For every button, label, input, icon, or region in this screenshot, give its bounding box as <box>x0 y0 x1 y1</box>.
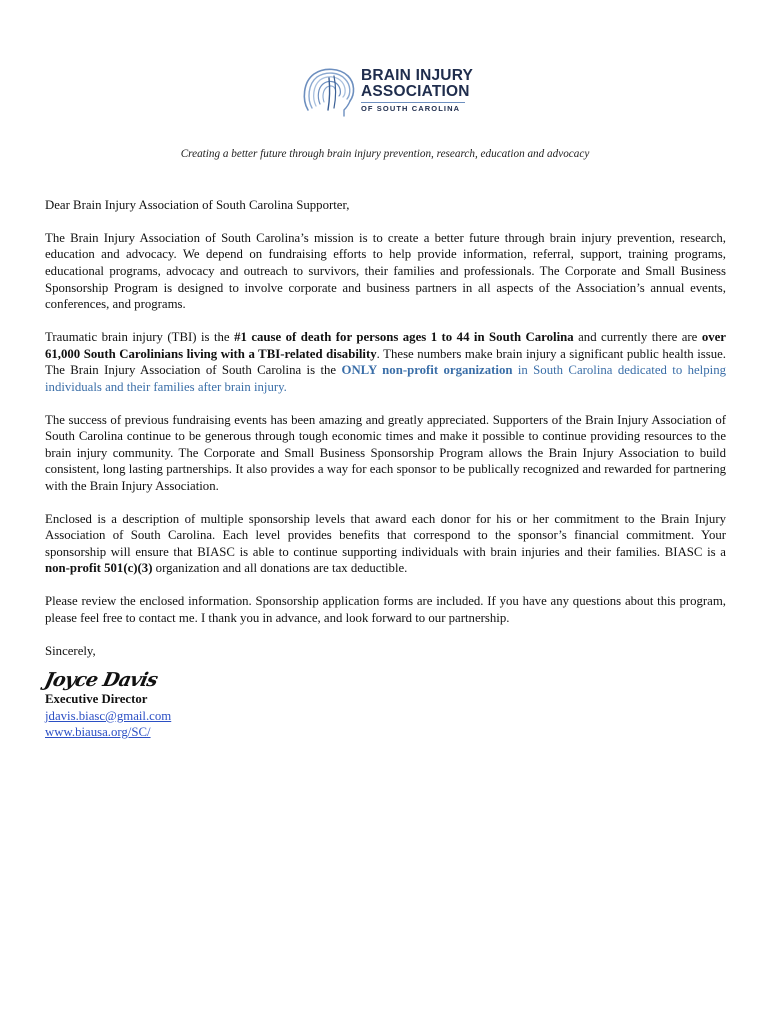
logo-text-brain-injury: BRAIN INJURY <box>361 67 474 84</box>
website-link[interactable]: www.biausa.org/SC/ <box>45 725 151 740</box>
logo-text-of-south-carolina: OF SOUTH CAROLINA <box>361 104 461 113</box>
p2-bold-cause-of-death: #1 cause of death for persons ages 1 to 44 in South Carolina <box>234 329 574 344</box>
signature-block <box>45 691 726 741</box>
p2-blue-text: in South Carolina dedicated to helping individuals and their families after brain injury. <box>45 363 726 394</box>
p4-text-2: organization and all donations are tax deductible. <box>152 561 408 576</box>
p2-text-3: . These numbers make brain injury a significant public health issue. The Brain Injury Association of South Carolina is the <box>45 346 727 378</box>
tagline: Creating a better future through brain injury prevention, research, education and advocacy <box>180 148 590 160</box>
p2-bold-disability-count: over 61,000 South Carolinians living with a TBI-related disability <box>45 329 726 361</box>
email-link[interactable]: jdavis.biasc@gmail.com <box>45 708 172 723</box>
signer-title: Executive Director <box>45 692 148 707</box>
p2-only-nonprofit: ONLY non-profit organization <box>341 363 513 378</box>
p2-text-2: and currently there are <box>573 329 702 344</box>
closing: Sincerely, <box>45 643 96 658</box>
paragraph-fundraising-success: The success of previous fundraising events has been amazing and greatly appreciated. Supporters of the Brain Injury Association of South Carolina continue to be generous through tough economic times and make it possible to continue providing resources to the brain injury community. The Corporate and Small Business Sponsorship Program allows the Brain Injury Association to build consistent, long lasting partnerships. It also provides a way for each sponsor to be publically recognized and rewarded for partnering with the Brain Injury Association. <box>45 412 726 493</box>
association-logo <box>300 64 474 120</box>
letter-body <box>42 197 727 741</box>
paragraph-review-info: Please review the enclosed information. Sponsorship application forms are included. If you have any questions about this program, please feel free to contact me. I thank you in advance, and look forward to our partnership. <box>45 594 726 625</box>
p4-text-1: Enclosed is a description of multiple sponsorship levels that award each donor for his or her commitment to the Brain Injury Association of South Carolina. Each level provides benefits that correspond to the sponsor’s financial commitment. Your sponsorship will ensure that BIASC is able to continue supporting individuals with brain injuries and their families. BIASC is a <box>45 511 726 559</box>
p4-bold-nonprofit-status: non-profit 501(c)(3) <box>45 561 153 576</box>
paragraph-sponsorship-levels <box>45 511 726 577</box>
handwritten-signature: Joyce Davis <box>42 669 160 692</box>
logo-text-association: ASSOCIATION <box>361 83 470 100</box>
brain-profile-logo-icon <box>300 64 360 120</box>
p2-text-1: Traumatic brain injury (TBI) is the <box>45 329 235 344</box>
paragraph-mission: The Brain Injury Association of South Carolina’s mission is to create a better future through brain injury prevention, research, education and advocacy. We depend on fundraising efforts to help provide information, referral, support, training programs, educational programs, advocacy and outreach to survivors, their families and professionals. The Corporate and Small Business Sponsorship Program is designed to involve corporate and business partners in all aspects of the Association’s annual events, conferences, and programs. <box>45 230 726 312</box>
paragraph-tbi-statistics <box>45 329 726 395</box>
greeting: Dear Brain Injury Association of South Carolina Supporter, <box>45 198 350 212</box>
logo-divider <box>361 102 465 103</box>
